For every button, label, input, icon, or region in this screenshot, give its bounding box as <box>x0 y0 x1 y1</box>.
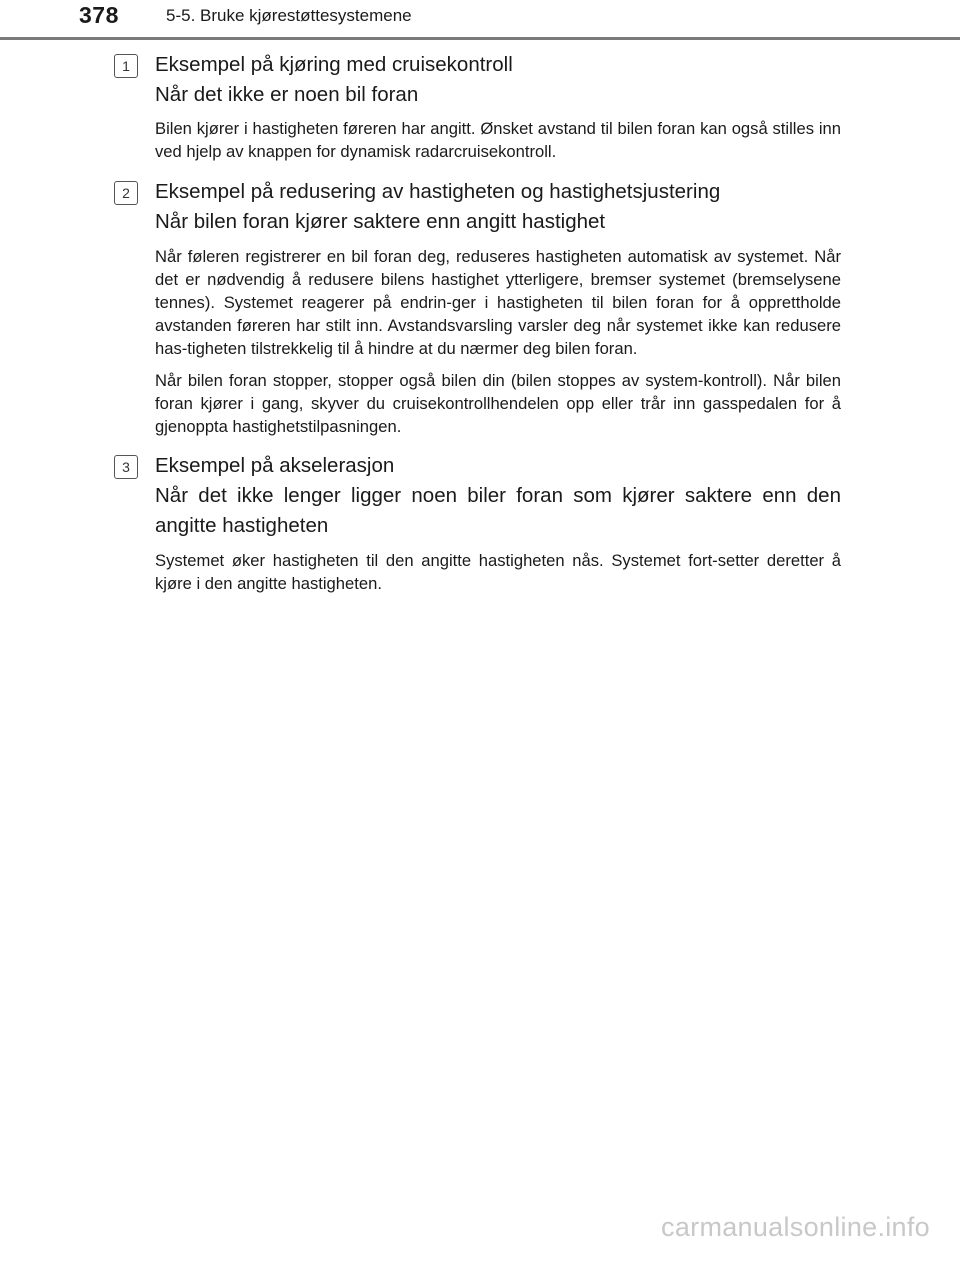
main-content <box>114 50 841 595</box>
item-subheading: Når det ikke er noen bil foran <box>155 83 419 106</box>
item-paragraph: Når bilen foran stopper, stopper også bilen din (bilen stoppes av system-kontroll). Når bilen foran kjører i gang, skyver du cruisekontrollhendelen opp eller trår inn gasspedalen for å gjenoppta hastighetstilpasningen. <box>155 371 841 436</box>
example-item-3 <box>114 451 841 595</box>
page-header <box>0 0 960 40</box>
item-heading: Eksempel på kjøring med cruisekontroll <box>155 53 513 76</box>
item-paragraph: Bilen kjører i hastigheten føreren har angitt. Ønsket avstand til bilen foran kan også stilles inn ved hjelp av knappen for dynamisk radarcruisekontroll. <box>155 119 841 161</box>
item-number-badge: 2 <box>114 181 138 205</box>
watermark-text: carmanualsonline.info <box>661 1212 930 1242</box>
header-divider <box>0 37 960 40</box>
item-subheading: Når det ikke lenger ligger noen biler foran som kjører saktere enn den angitte hastigheten <box>155 484 841 537</box>
page-number: 378 <box>79 2 119 28</box>
example-item-1 <box>114 50 841 163</box>
example-item-2 <box>114 177 841 438</box>
section-title: 5-5. Bruke kjørestøttesystemene <box>166 6 412 25</box>
item-heading: Eksempel på akselerasjon <box>155 454 395 477</box>
item-paragraph: Systemet øker hastigheten til den angitte hastigheten nås. Systemet fort-setter deretter å kjøre i den angitte hastigheten. <box>155 551 841 593</box>
item-subheading: Når bilen foran kjører saktere enn angitt hastighet <box>155 210 606 233</box>
item-heading: Eksempel på redusering av hastigheten og hastighetsjustering <box>155 180 721 203</box>
item-number-badge: 3 <box>114 455 138 479</box>
item-number-badge: 1 <box>114 54 138 78</box>
item-paragraph: Når føleren registrerer en bil foran deg, reduseres hastigheten automatisk av systemet. Når det er nødvendig å redusere bilens hastighet ytterligere, bremser systemet (bremselysene tennes). Systemet reagerer på endrin-ger i hastigheten til bilen foran for å opprettholde avstanden føreren har stilt inn. Avstandsvarsling varsler deg når systemet ikke kan redusere has-tigheten tilstrekkelig til å hindre at du nærmer deg bilen foran. <box>155 247 841 358</box>
